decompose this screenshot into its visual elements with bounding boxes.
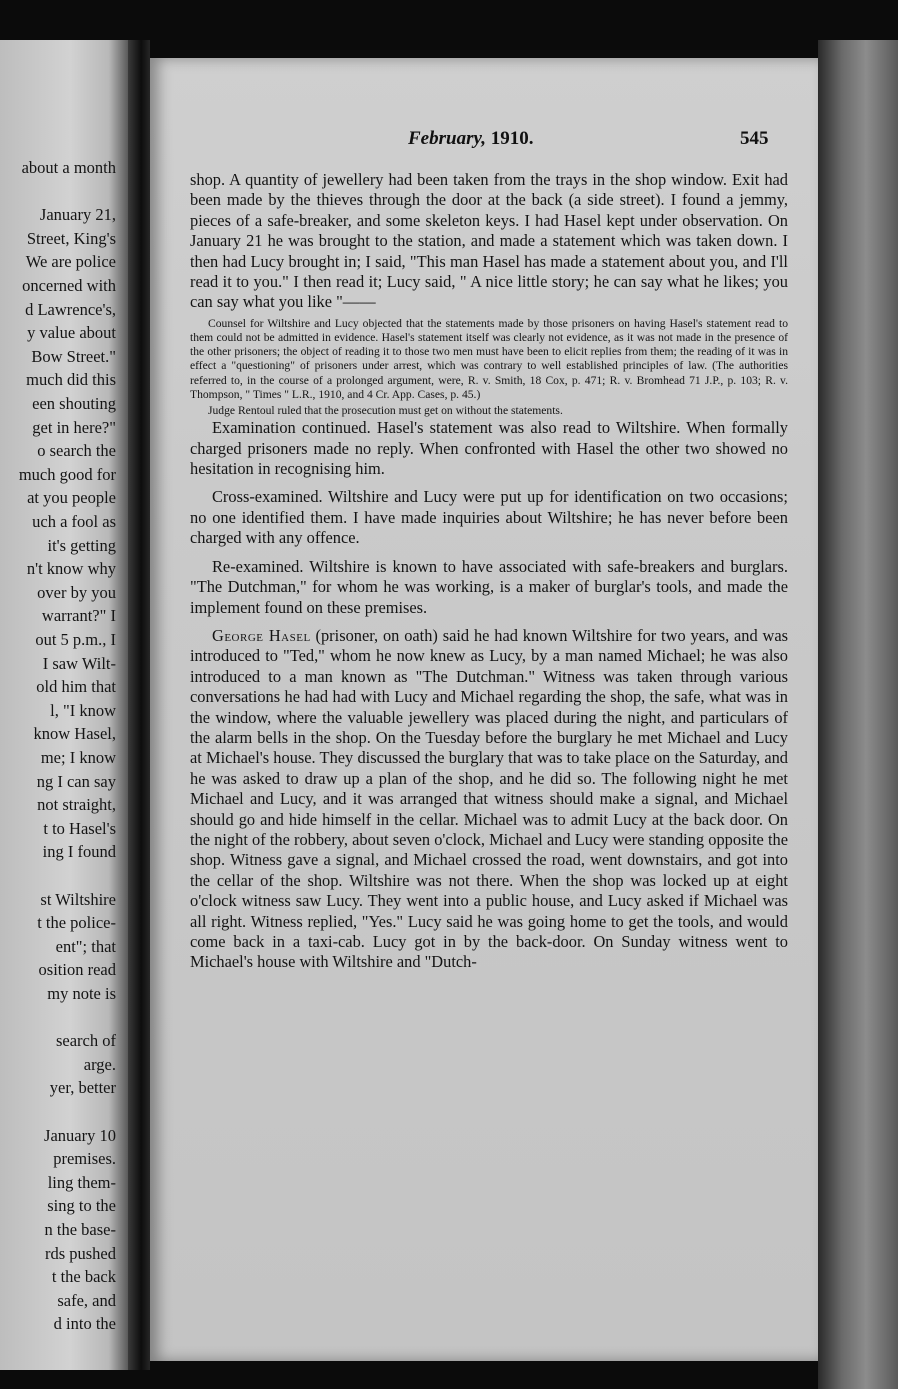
left-page-line: t the back [51,1267,116,1287]
left-page-line: January 10 [44,1125,116,1145]
left-page-line: out 5 p.m., I [35,630,116,649]
left-page-line: yer, better [49,1078,116,1098]
left-page-line: my note is [47,984,116,1003]
body-paragraph: Re-examined. Wiltshire is known to have associated with safe-breakers and burglars. "The Dutchman," for whom he was working, is a maker of burglar's tools, and made the implement found on these premises. [190,556,788,617]
header-month: February, [408,128,486,149]
left-page-line: me; I know [40,748,116,767]
left-page-line: st Wiltshire [40,889,116,909]
left-page [0,40,128,1370]
left-page-line: o search the [37,441,116,461]
left-page-line: t to Hasel's [43,818,116,838]
left-page-line: uch a fool as [32,512,116,531]
left-page-line: it's getting [47,535,116,555]
body-paragraph: shop. A quantity of jewellery had been taken from the trays in the shop window. Exit had been made by the thieves through the door at the back (a side street). I found a jemmy, pieces of a safe-breaker, and some skeleton keys. I had Hasel kept under observation. On January 21 he was brought to the station, and made a statement which was taken down. I then had Lucy brought in; I said, "This man Hasel has made a statement about you, and I'll read it to you." I then read it; Lucy said, " A nice little story; he can say what he likes; you can say what you like "—— [190,170,788,312]
left-page-line: n't know why [26,559,116,579]
left-page-line: premises. [53,1149,116,1169]
left-page-line: ent"; that [55,936,116,956]
left-page-line: y value about [27,323,116,343]
book-gutter [128,40,150,1370]
left-page-line: ling them- [47,1172,116,1192]
left-page-line: I saw Wilt- [42,653,116,673]
left-page-line: Bow Street." [31,346,116,366]
running-header [150,128,818,158]
left-page-line: much good for [18,464,116,484]
left-page-line: much did this [26,370,116,390]
counsel-objection-note: Counsel for Wiltshire and Lucy objected that the statements made by those prisoners on having Hasel's statement read to them could not be admitted in evidence. Hasel's statement itself was clearly not evidence, as it was not made in the presence of the other prisoners; the object of reading it to those two men must have been to elicit replies from them; the reading of it was in effect a "questioning" of prisoners under arrest, which was contrary to well established principles of law. (The authorities referred to, in the course of a prolonged argument, were, R. v. Smith, 18 Cox, p. 471; R. v. Bromhead 71 J.P., p. 103; R. v. Thompson, " Times " L.R., 1910, and 4 Cr. App. Cases, p. 45.) [190,316,788,401]
left-page-line: arge. [83,1054,116,1074]
header-year: 1910. [490,128,534,149]
left-page-line: ng I can say [36,771,116,791]
left-page-line: at you people [27,488,116,508]
page-body [190,170,788,973]
left-page-line: een shouting [32,394,116,413]
left-page-line: Street, King's [26,228,116,248]
left-page-line: osition read [38,960,116,980]
body-paragraph: Cross-examined. Wiltshire and Lucy were put up for identification on two occasions; no one identified them. I have made inquiries about Wiltshire; he has never before been charged with any offence. [190,487,788,548]
left-page-line: warrant?" I [41,606,116,626]
left-page-line: t the police- [37,913,116,933]
left-page-line: We are police [25,252,116,272]
body-paragraph [190,626,788,973]
left-page-line: search of [55,1031,116,1051]
left-page-line: oncerned with [22,276,116,295]
body-paragraph: Examination continued. Hasel's statement was also read to Wiltshire. When formally charged prisoners made no reply. When confronted with Hasel the other two showed no hesitation in recognising him. [190,418,788,479]
left-page-line: January 21, [39,205,116,225]
left-page-line: l, "I know [50,700,116,720]
left-page-line: not straight, [37,795,116,815]
page-edge-background [818,40,898,1389]
left-page-line: safe, and [57,1290,116,1310]
left-page-line: ing I found [42,842,116,862]
page-number: 545 [740,128,769,149]
judge-ruling-note: Judge Rentoul ruled that the prosecution must get on without the statements. [208,404,563,418]
right-page [150,58,818,1361]
left-page-line: n the base- [44,1220,116,1239]
left-page-line: d Lawrence's, [25,299,116,319]
left-page-line: over by you [37,582,116,602]
left-page-line: get in here?" [32,417,116,437]
witness-name: George Hasel [212,625,311,645]
witness-testimony: (prisoner, on oath) said he had known Wiltshire for two years, and was introduced to "Ted," whom he now knew as Lucy, by a man named Michael; he was also introduced to a man known as "The Dutchman." Witness was taken through various conversations he had had with Lucy and Michael regarding the shop, the safe, what was in the window, where the valuable jewellery was placed during the night, and particulars of the alarm bells in the shop. On the Tuesday before the burglary he met Michael and Lucy at Michael's house. They discussed the burglary that was to take place on the Saturday, and he was asked to draw up a plan of the shop, and he did so. The following night he met Michael and Lucy, and it was arranged that witness should make a signal, and Michael should go and hide himself in the cellar. Michael was to admit Lucy at the back door. On the night of the robbery, about seven o'clock, Michael and Lucy were standing opposite the shop. Witness gave a signal, and Michael crossed the road, went downstairs, and got into the cellar of the shop. Wiltshire was not there. When the shop was locked up at eight o'clock witness saw Lucy. They went into a public house, and Lucy asked if Michael was all right. Witness replied, "Yes." Lucy said he was going home to get the tools, and would come back in a taxi-cab. Lucy got in by the back-door. On Sunday witness went to Michael's house with Wiltshire and "Dutch- [190,625,788,972]
left-page-line: sing to the [47,1196,116,1216]
left-page-line: know Hasel, [33,724,116,744]
left-page-line: old him that [36,677,116,697]
left-page-line: rds pushed [44,1243,116,1263]
header-date [408,128,533,150]
left-page-line: d into the [53,1314,116,1334]
left-page-line: about a month [21,158,116,177]
